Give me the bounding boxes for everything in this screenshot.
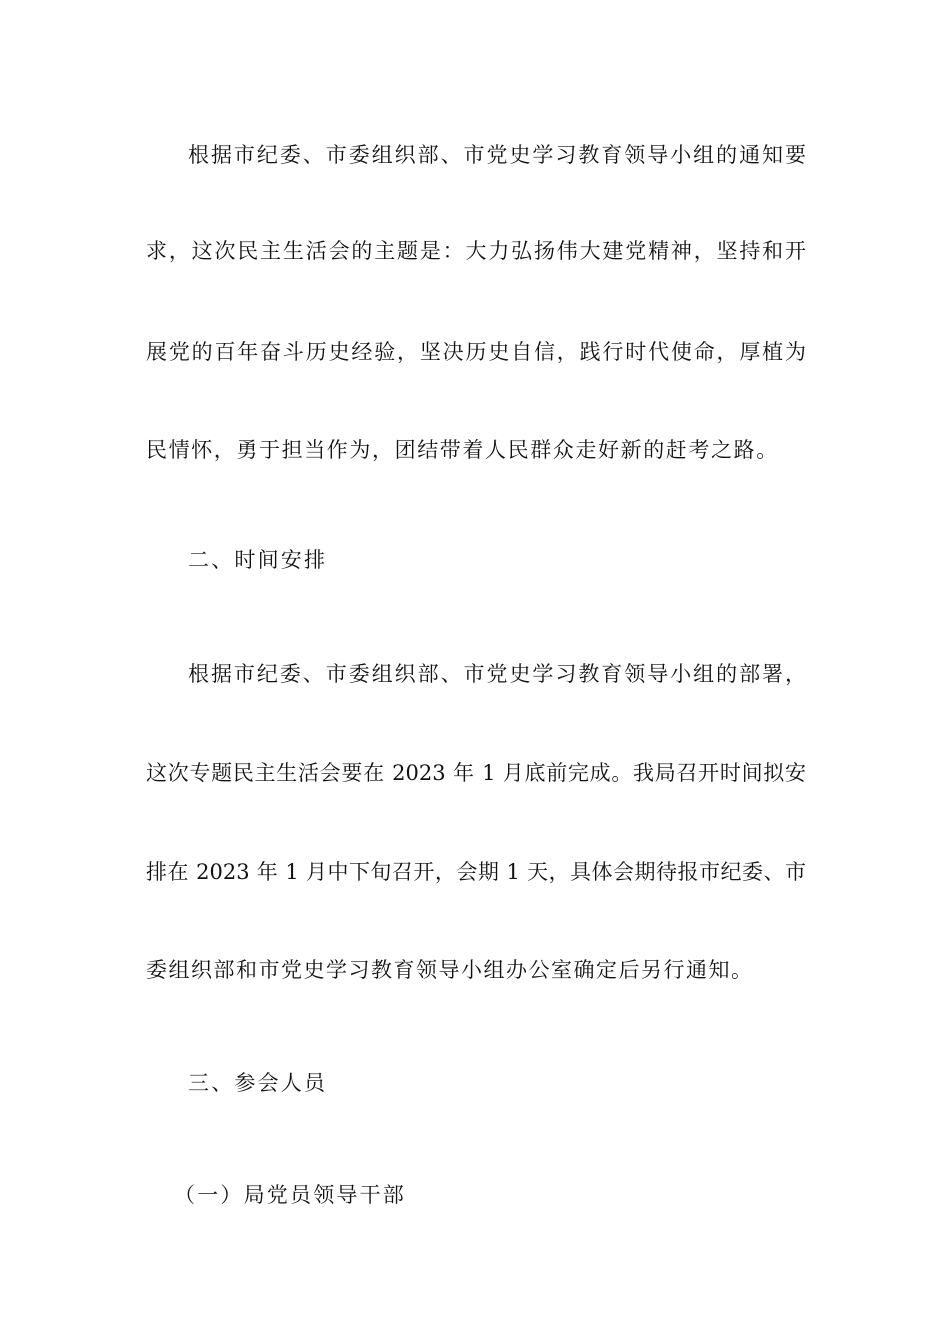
paragraph-time-line-4: 委组织部和市党史学习教育领导小组办公室确定后另行通知。	[146, 958, 754, 982]
subheading-party-leaders: （一）局党员领导干部	[174, 1183, 406, 1207]
paragraph-time-line-3: 排在 2023 年 1 月中下旬召开，会期 1 天，具体会期待报市纪委、市	[146, 860, 806, 884]
paragraph-theme-line-4: 民情怀，勇于担当作为，团结带着人民群众走好新的赶考之路。	[146, 438, 779, 462]
paragraph-theme-line-3: 展党的百年奋斗历史经验，坚决历史自信，践行时代使命，厚植为	[146, 340, 806, 364]
paragraph-theme-line-2: 求，这次民主生活会的主题是：大力弘扬伟大建党精神，坚持和开	[146, 239, 806, 263]
section-heading-attendees: 三、参会人员	[188, 1071, 328, 1095]
section-heading-time: 二、时间安排	[188, 548, 328, 572]
paragraph-time-line-2: 这次专题民主生活会要在 2023 年 1 月底前完成。我局召开时间拟安	[146, 761, 806, 785]
paragraph-time-line-1: 根据市纪委、市委组织部、市党史学习教育领导小组的部署，	[188, 662, 806, 686]
paragraph-theme-line-1: 根据市纪委、市委组织部、市党史学习教育领导小组的通知要	[188, 143, 806, 167]
